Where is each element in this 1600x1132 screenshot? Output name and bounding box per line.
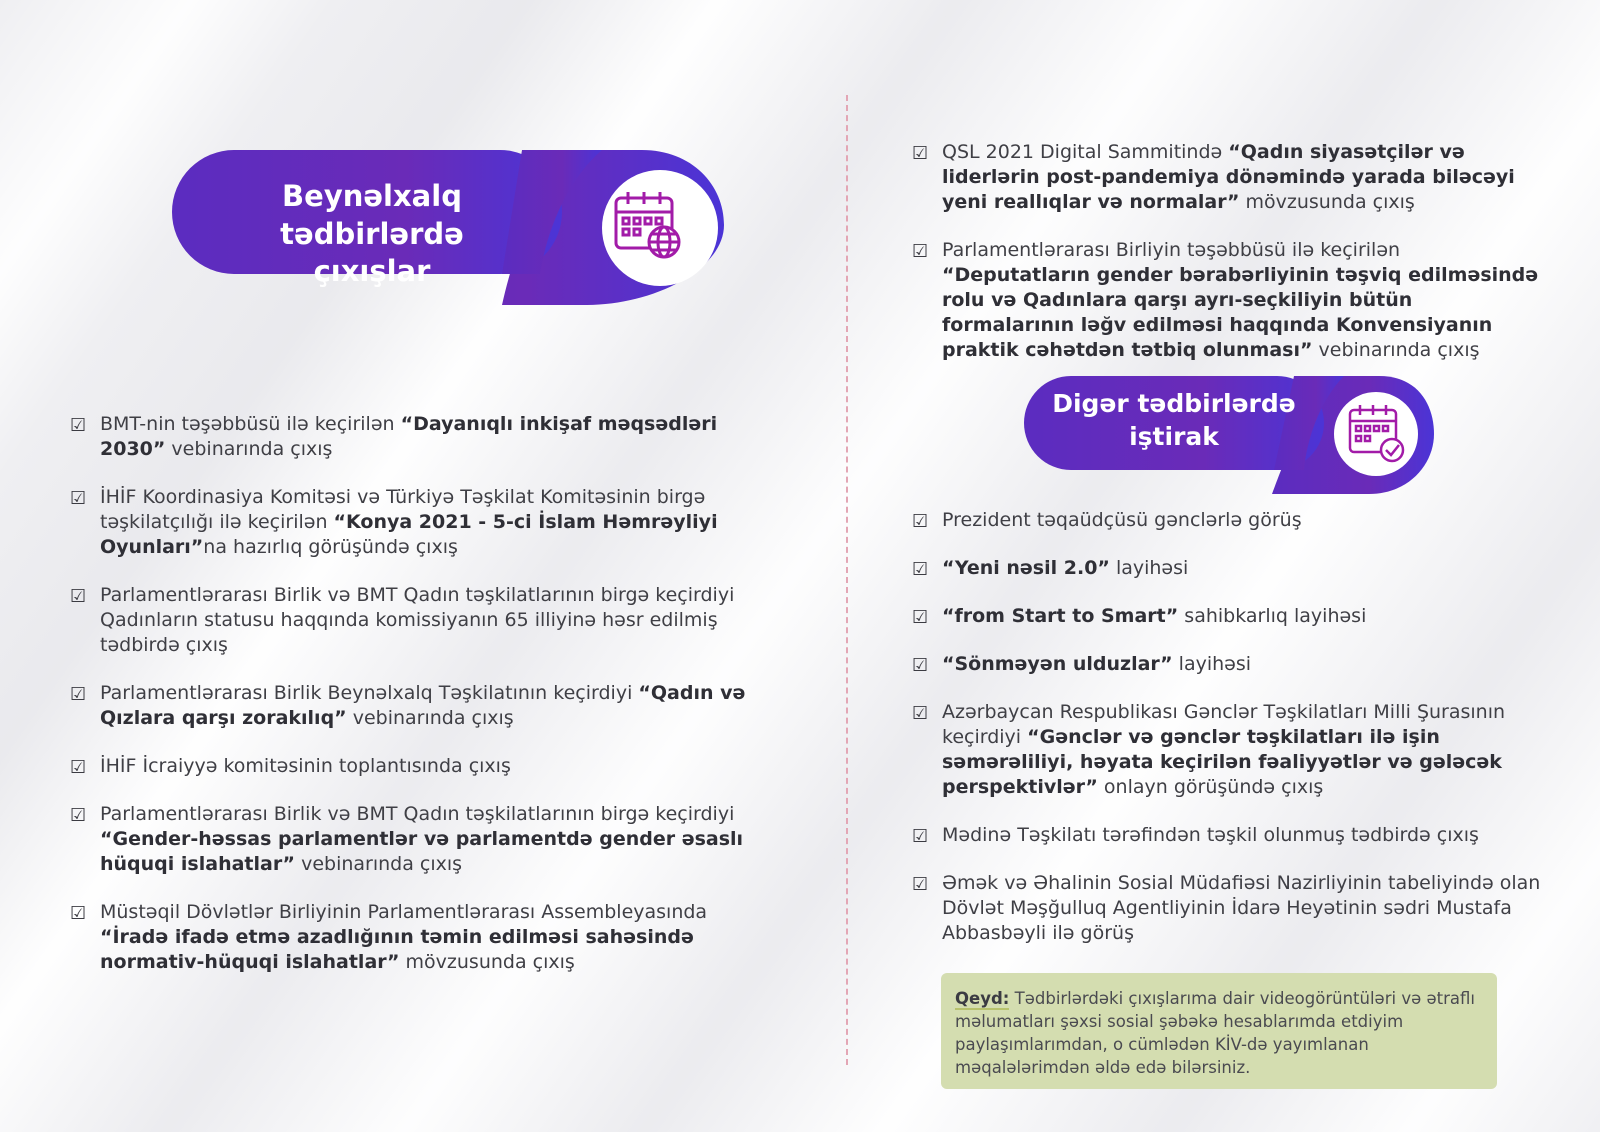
list-item [912, 508, 1542, 533]
item-highlight-text: “Sönməyən ulduzlar” [942, 653, 1173, 675]
item-text: İHİF Koordinasiya Komitəsi və Türkiyə Təşkilat Komitəsinin birgə təşkilatçılığı ilə keçirilən [100, 486, 706, 533]
item-text: QSL 2021 Digital Sammitində [942, 141, 1229, 163]
left-section-header [172, 150, 732, 310]
item-text: vebinarında çıxış [295, 853, 463, 875]
checkbox-icon: ☑ [912, 559, 929, 580]
right-bottom-event-list [912, 508, 1542, 969]
item-text: Azərbaycan Respublikası Gənclər Təşkilatları Milli Şurasının keçirdiyi [942, 701, 1506, 748]
item-text: BMT-nin təşəbbüsü ilə keçirilən [100, 413, 401, 435]
right-section-header [1024, 376, 1444, 496]
item-text: vebinarında çıxış [346, 707, 514, 729]
item-text: mövzusunda çıxış [399, 951, 575, 973]
checkbox-icon: ☑ [912, 826, 929, 847]
item-highlight-text: “Qadın və Qızlara qarşı zorakılıq” [100, 682, 746, 729]
list-item [70, 583, 780, 658]
item-text: na hazırlıq görüşündə çıxış [203, 536, 458, 558]
item-highlight-text: “Gənclər və gənclər təşkilatları ilə işin səmərəliliyi, həyata keçirilən fəaliyyətlər və gələcək perspektivlər” [942, 726, 1502, 798]
item-text: layihəsi [1109, 557, 1189, 579]
checkbox-icon: ☑ [70, 488, 87, 509]
item-text: Parlamentlərarası Birliyin təşəbbüsü ilə keçirilən [942, 239, 1401, 261]
item-highlight-text: “Deputatların gender bərabərliyinin təşviq edilməsində rolu və Qadınlara qarşı ayrı-seçkiliyin bütün formalarının ləğv edilməsi haqqında Konvensiyanın praktik cəhətdən tətbiq olunması” [942, 264, 1539, 361]
list-item [912, 700, 1542, 800]
list-item [912, 823, 1542, 848]
item-text: Əmək və Əhalinin Sosial Müdafiəsi Nazirliyinin tabeliyində olan Dövlət Məşğulluq Agentliyinin İdarə Heyətinin sədri Mustafa Abbasbəyli ilə görüş [942, 872, 1541, 944]
checkbox-icon: ☑ [912, 241, 929, 262]
item-text: vebinarında çıxış [165, 438, 333, 460]
note-text: Tədbirlərdəki çıxışlarıma dair videogörüntüləri və ətraflı məlumatları şəxsi sosial şəbəkə hesablarımda etdiyim paylaşımlarımdan, o cümlədən KİV-də yayımlanan məqalələrimdən əldə edə bilərsiniz. [955, 989, 1475, 1077]
list-item [912, 238, 1542, 363]
checkbox-icon: ☑ [912, 874, 929, 895]
right-header-line1: Digər tədbirlərdə [1052, 389, 1296, 418]
item-text: mövzusunda çıxış [1239, 191, 1415, 213]
checkbox-icon: ☑ [912, 655, 929, 676]
item-text: sahibkarlıq layihəsi [1178, 605, 1367, 627]
item-highlight-text: “Dayanıqlı inkişaf məqsədləri 2030” [100, 413, 718, 460]
item-text: onlayn görüşündə çıxış [1097, 776, 1324, 798]
item-highlight-text: “İradə ifadə etmə azadlığının təmin edilməsi sahəsində normativ-hüquqi islahatlar” [100, 926, 694, 973]
checkbox-icon: ☑ [912, 703, 929, 724]
checkbox-icon: ☑ [70, 903, 87, 924]
checkbox-icon: ☑ [912, 143, 929, 164]
item-text: Müstəqil Dövlətlər Birliyinin Parlamentlərarası Assembleyasında [100, 901, 708, 923]
checkbox-icon: ☑ [70, 757, 87, 778]
checkbox-icon: ☑ [70, 415, 87, 436]
left-header-line2: çıxışlar [313, 254, 431, 289]
list-item [70, 754, 780, 779]
item-highlight-text: “Qadın siyasətçilər və liderlərin post-pandemiya dönəmində yarada biləcəyi yeni reallıqlar və normalar” [942, 141, 1515, 213]
checkbox-icon: ☑ [912, 511, 929, 532]
left-event-list [70, 412, 780, 998]
list-item [912, 556, 1542, 581]
list-item [70, 681, 780, 731]
list-item [912, 871, 1542, 946]
item-highlight-text: “Konya 2021 - 5-ci İslam Həmrəyliyi Oyunları” [100, 511, 718, 558]
center-divider [846, 95, 848, 1065]
note-box [941, 973, 1497, 1089]
list-item [70, 802, 780, 877]
item-text: vebinarında çıxış [1312, 339, 1480, 361]
note-label: Qeyd: [955, 989, 1010, 1008]
item-text: Prezident təqaüdçüsü gənclərlə görüş [942, 509, 1302, 531]
left-header-line1: Beynəlxalq tədbirlərdə [280, 179, 464, 251]
right-top-event-list [912, 140, 1542, 386]
item-text: Parlamentlərarası Birlik və BMT Qadın təşkilatlarının birgə keçirdiyi Qadınların statusu haqqında komissiyanın 65 illiyinə həsr edilmiş tədbirdə çıxış [100, 584, 735, 656]
item-text: Parlamentlərarası Birlik Beynəlxalq Təşkilatının keçirdiyi [100, 682, 639, 704]
checkbox-icon: ☑ [70, 684, 87, 705]
list-item [70, 485, 780, 560]
item-text: İHİF İcraiyyə komitəsinin toplantısında çıxış [100, 755, 511, 777]
list-item [912, 604, 1542, 629]
item-highlight-text: “Yeni nəsil 2.0” [942, 557, 1110, 579]
item-text: Parlamentlərarası Birlik və BMT Qadın təşkilatlarının birgə keçirdiyi [100, 803, 735, 825]
list-item [70, 412, 780, 462]
list-item [912, 140, 1542, 215]
right-header-line2: iştirak [1129, 421, 1219, 451]
item-highlight-text: “Gender-həssas parlamentlər və parlamentdə gender əsaslı hüquqi islahatlar” [100, 828, 744, 875]
list-item [912, 652, 1542, 677]
list-item [70, 900, 780, 975]
item-text: layihəsi [1172, 653, 1252, 675]
item-text: Mədinə Təşkilatı tərəfindən təşkil olunmuş tədbirdə çıxış [942, 824, 1479, 846]
checkbox-icon: ☑ [70, 805, 87, 826]
checkbox-icon: ☑ [912, 607, 929, 628]
checkbox-icon: ☑ [70, 586, 87, 607]
item-highlight-text: “from Start to Smart” [942, 605, 1179, 627]
